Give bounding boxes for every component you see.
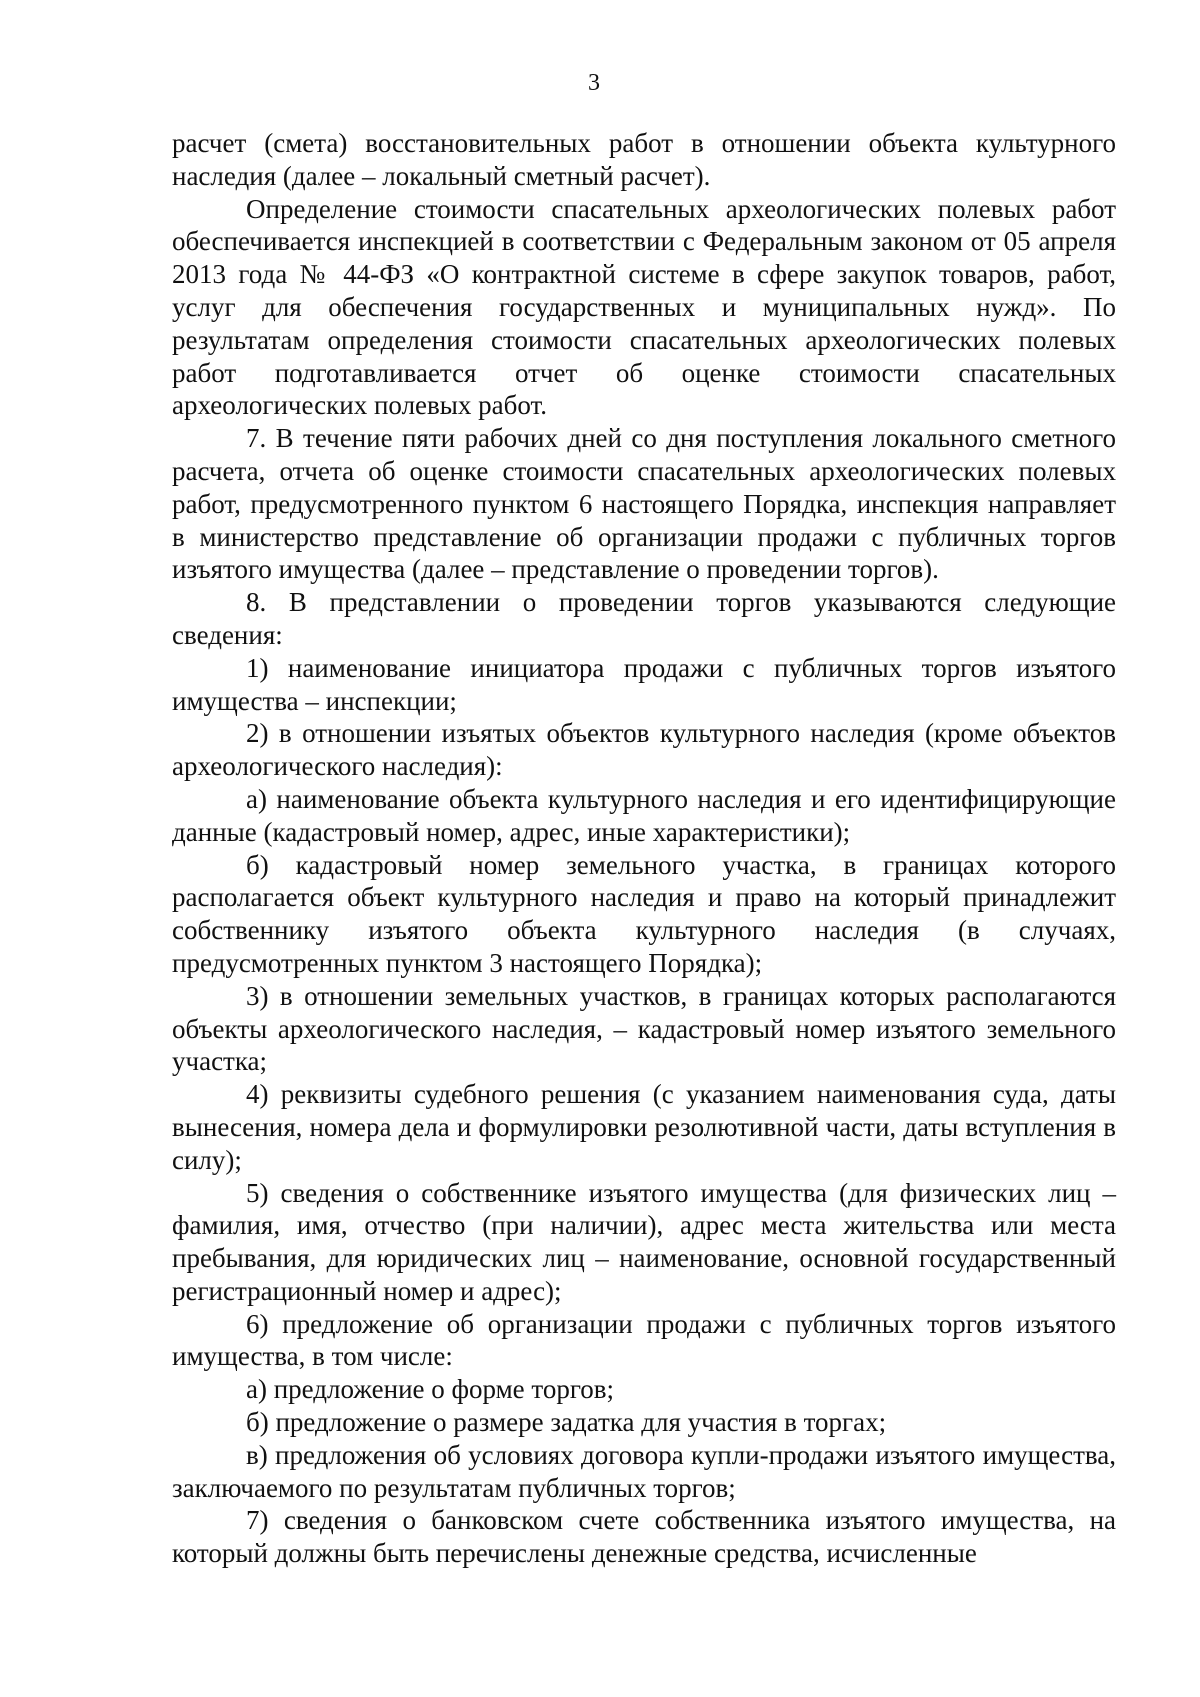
paragraph-item-8-2-b: б) кадастровый номер земельного участка, в границах которого располагается объект культурного наследия и право на который принадлежит собственнику изъятого объекта культурного наследия (в случаях, предусмотренных пунктом 3 настоящего Порядка);: [172, 849, 1116, 978]
paragraph-item-8-6: 6) предложение об организации продажи с публичных торгов изъятого имущества, в том числе:: [172, 1308, 1116, 1372]
paragraph-estimate-continuation: расчет (смета) восстановительных работ в отношении объекта культурного наследия (далее – локальный сметный расчет).: [172, 128, 1116, 191]
page-number: 3: [588, 70, 600, 96]
paragraph-item-8-1: 1) наименование инициатора продажи с публичных торгов изъятого имущества – инспекции;: [172, 652, 1116, 716]
paragraph-item-8-6-b: б) предложение о размере задатка для участия в торгах;: [246, 1407, 887, 1438]
paragraph-item-8-5: 5) сведения о собственнике изъятого имущества (для физических лиц – фамилия, имя, отчество (при наличии), адрес места жительства или места пребывания, для юридических лиц – наименование, основной государственный регистрационный номер и адрес);: [172, 1177, 1116, 1306]
paragraph-item-7: 7. В течение пяти рабочих дней со дня поступления локального сметного расчета, отчета об оценке стоимости спасательных археологических полевых работ, предусмотренного пунктом 6 настоящего Порядка, инспекция направляет в министерство представление об организации продажи с публичных торгов изъятого имущества (далее – представление о проведении торгов).: [172, 423, 1116, 585]
paragraph-item-8-2-a: а) наименование объекта культурного наследия и его идентифицирующие данные (кадастровый номер, адрес, иные характеристики);: [172, 783, 1116, 847]
paragraph-item-8-7: 7) сведения о банковском счете собственника изъятого имущества, на который должны быть перечислены денежные средства, исчисленные: [172, 1505, 1116, 1569]
paragraph-item-8-3: 3) в отношении земельных участков, в границах которых располагаются объекты археологического наследия, – кадастровый номер изъятого земельного участка;: [172, 980, 1116, 1077]
paragraph-item-8: 8. В представлении о проведении торгов указываются следующие сведения:: [172, 587, 1116, 650]
paragraph-item-8-6-v: в) предложения об условиях договора купли-продажи изъятого имущества, заключаемого по результатам публичных торгов;: [172, 1439, 1116, 1503]
paragraph-item-8-2: 2) в отношении изъятых объектов культурного наследия (кроме объектов археологического наследия):: [172, 718, 1116, 782]
document-body: [172, 127, 1116, 1570]
paragraph-item-8-6-a: а) предложение о форме торгов;: [246, 1374, 615, 1405]
paragraph-item-8-4: 4) реквизиты судебного решения (с указанием наименования суда, даты вынесения, номера дела и формулировки резолютивной части, даты вступления в силу);: [172, 1079, 1116, 1175]
paragraph-cost-determination: Определение стоимости спасательных археологических полевых работ обеспечивается инспекцией в соответствии с Федеральным законом от 05 апреля 2013 года № 44-ФЗ «О контрактной системе в сфере закупок товаров, работ, услуг для обеспечения государственных и муниципальных нужд». По результатам определения стоимости спасательных археологических полевых работ подготавливается отчет об оценке стоимости спасательных археологических полевых работ.: [172, 193, 1116, 421]
